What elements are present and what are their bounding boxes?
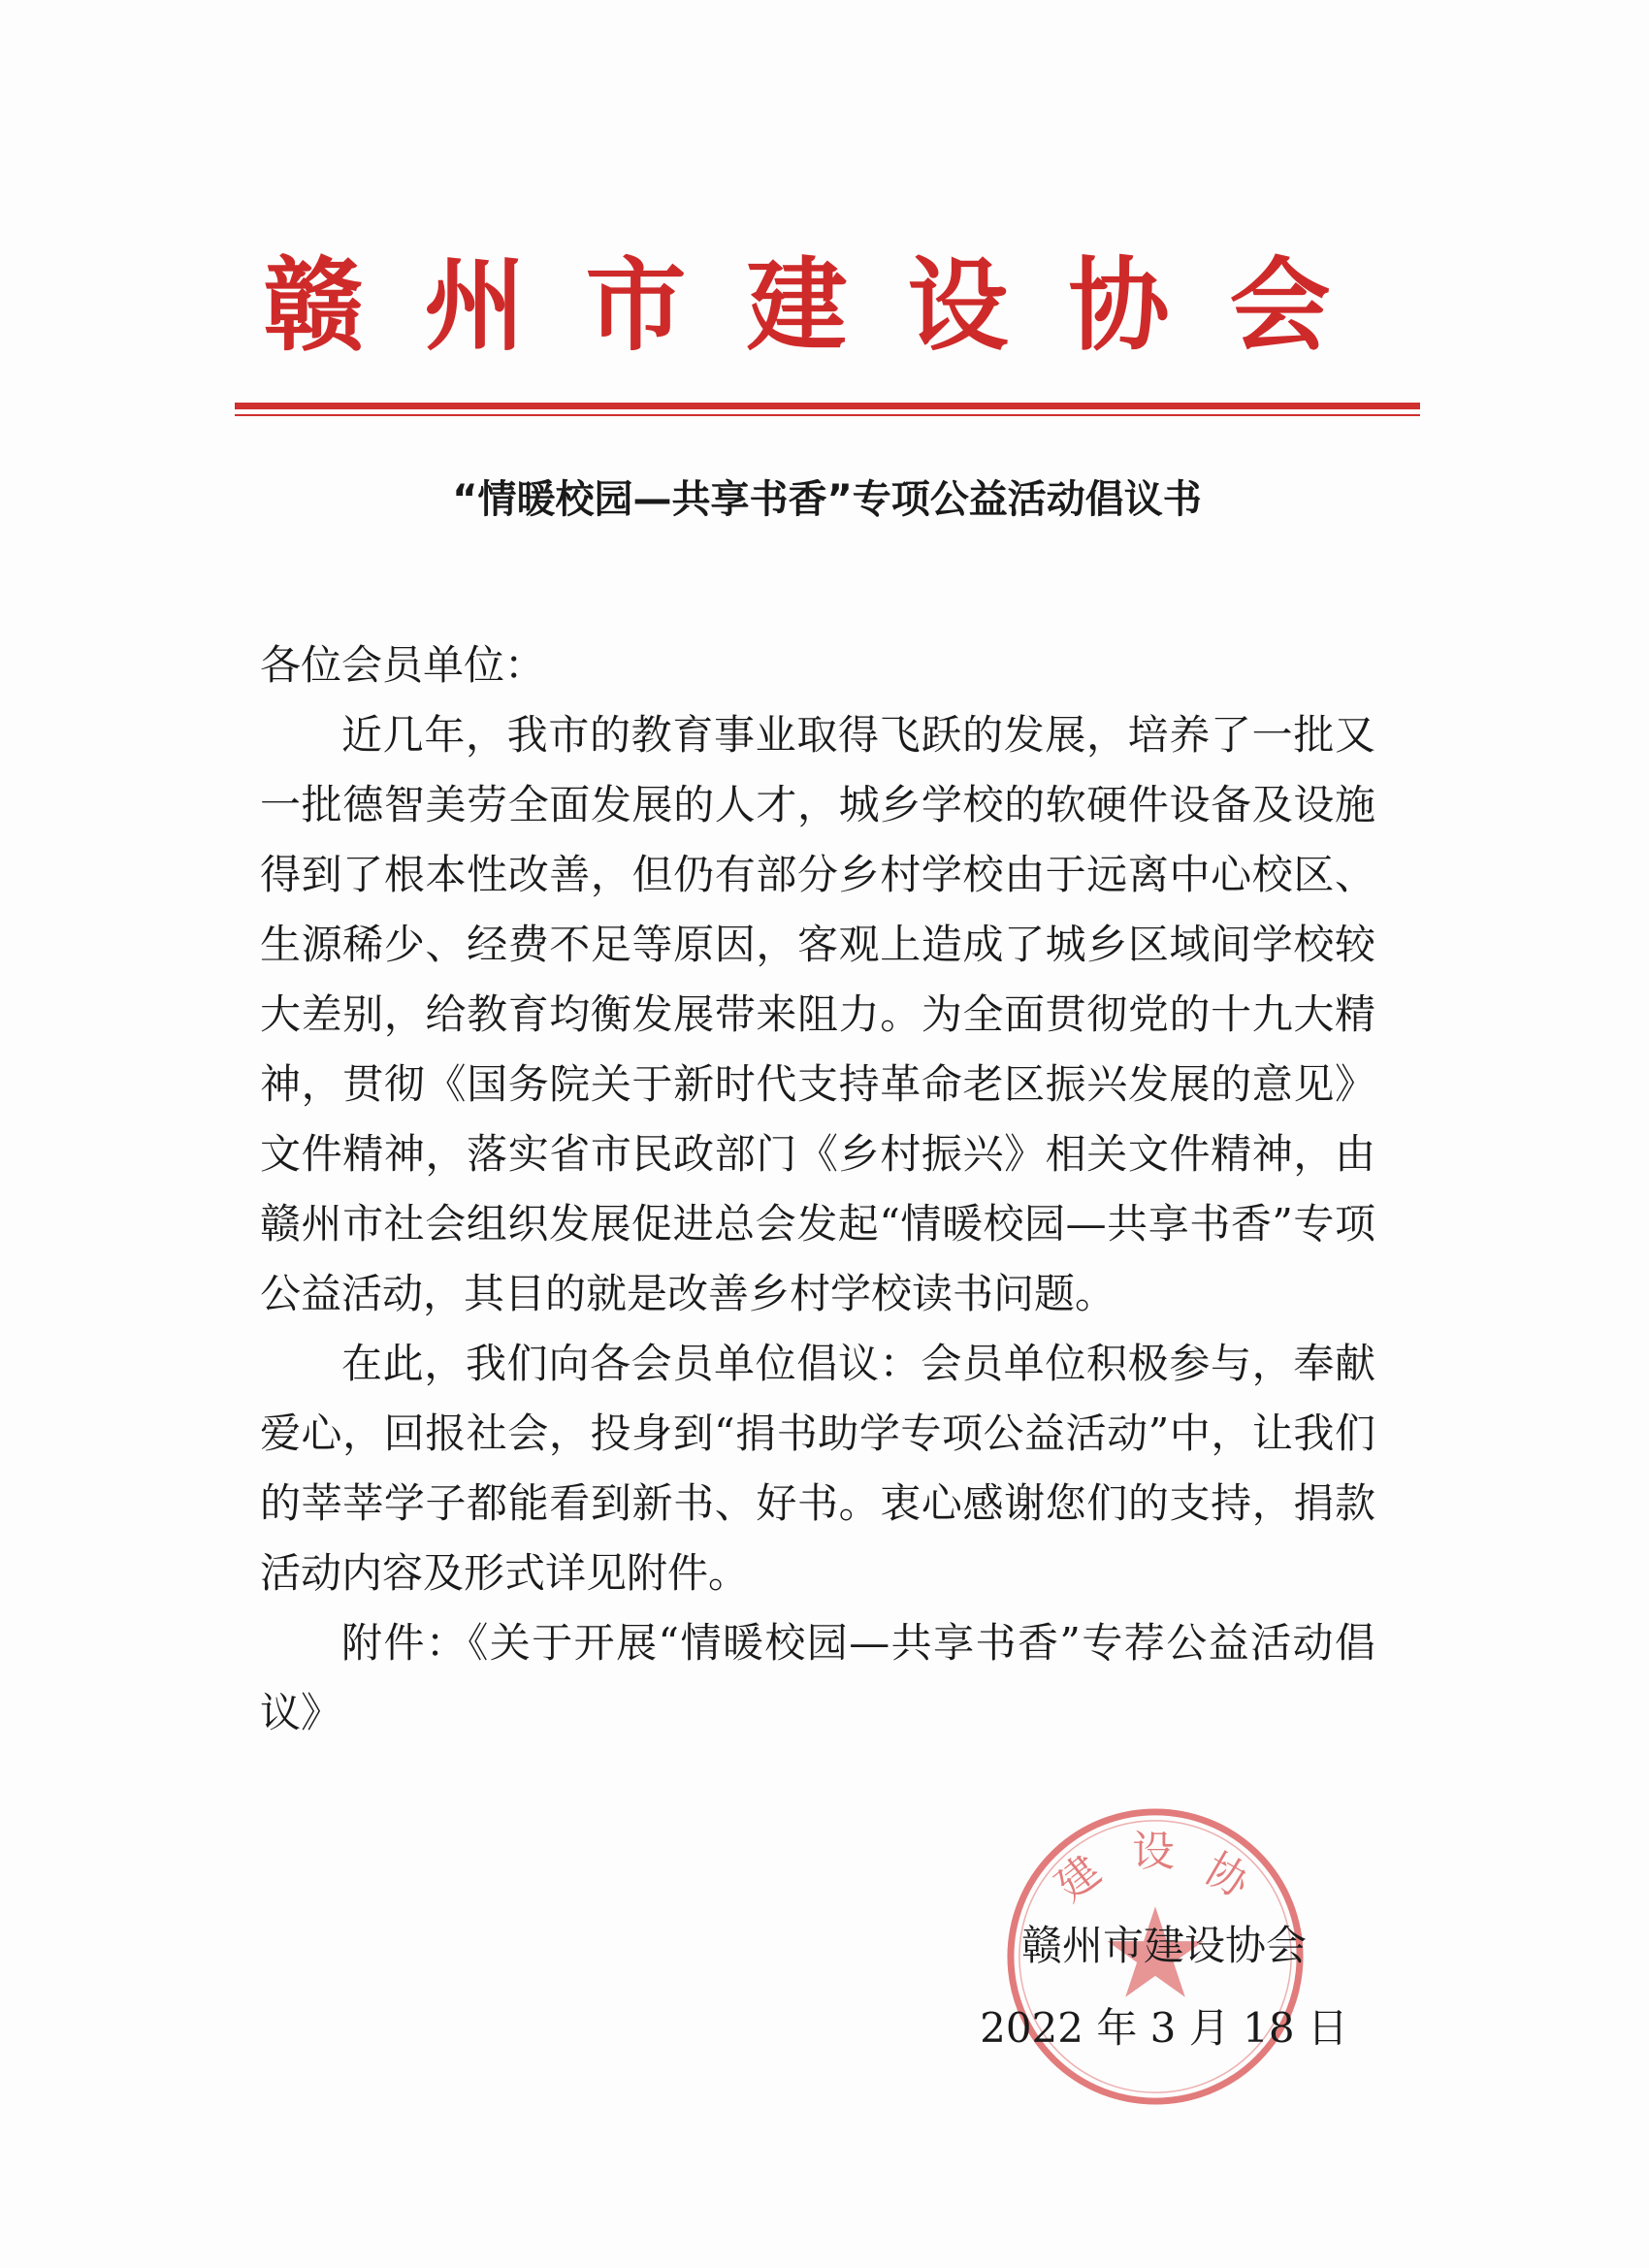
body-text <box>260 700 1375 1748</box>
svg-text:建: 建 <box>1046 1845 1111 1912</box>
letterhead-rule-thick <box>235 403 1420 409</box>
salutation: 各位会员单位： <box>260 641 546 689</box>
signature-org: 赣州市建设协会 <box>1020 1922 1307 1969</box>
paragraph-intro: 近几年，我市的教育事业取得飞跃的发展，培养了一批又一批德智美劳全面发展的人才，城乡学校的软硬件设备及设施得到了根本性改善，但仍有部分乡村学校由于远离中心校区、生源稀少、经费不足等原因，客观上造成了城乡区域间学校较大差别，给教育均衡发展带来阻力。为全面贯彻党的十九大精神，贯彻《国务院关于新时代支持革命老区振兴发展的意见》文件精神，落实省市民政部门《乡村振兴》相关文件精神，由赣州市社会组织发展促进总会发起“情暖校园—共享书香”专项公益活动，其目的就是改善乡村学校读书问题。 <box>260 711 1375 1317</box>
document-title: “情暖校园—共享书香”专项公益活动倡议书 <box>452 477 1202 522</box>
paragraph-proposal: 在此，我们向各会员单位倡议：会员单位积极参与，奉献爱心，回报社会，投身到“捐书助学专项公益活动”中，让我们的莘莘学子都能看到新书、好书。衷心感谢您们的支持，捐款活动内容及形式详见附件。 <box>260 1340 1375 1597</box>
svg-text:设: 设 <box>1132 1827 1175 1877</box>
svg-text:协: 协 <box>1196 1843 1258 1908</box>
letterhead-title: 赣州市建设协会 <box>263 245 1391 365</box>
letterhead-rule-thin <box>235 414 1420 416</box>
signature-date: 2022 年 3 月 18 日 <box>980 2004 1348 2052</box>
paragraph-attachment: 附件：《关于开展“情暖校园—共享书香”专荐公益活动倡议》 <box>260 1619 1375 1736</box>
